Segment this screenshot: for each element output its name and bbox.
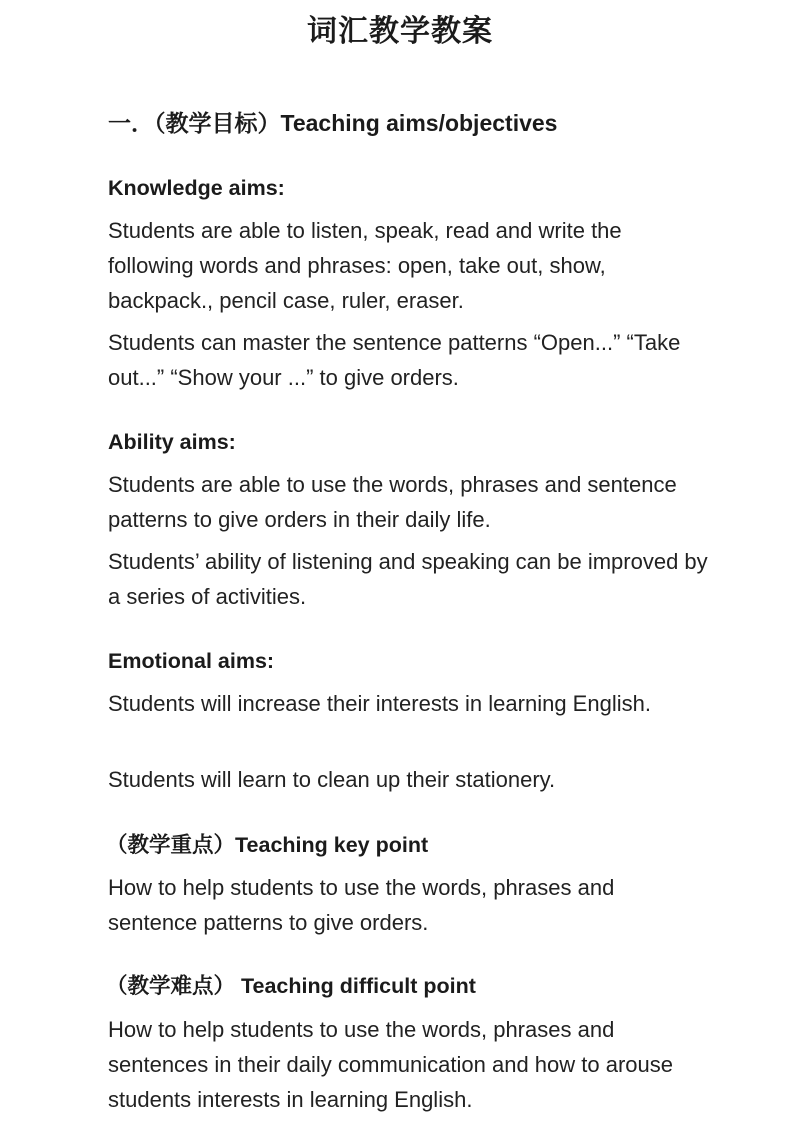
ability-aims-paragraph-1: Students are able to use the words, phrases and sentence patterns to give orders in their daily life. <box>108 472 677 532</box>
knowledge-aims-heading: Knowledge aims: <box>108 176 285 200</box>
difficult-point-text: How to help students to use the words, phrases and sentences in their daily communication and how to arouse students interests in learning English. <box>108 1017 673 1112</box>
ability-aims-paragraph-2: Students’ ability of listening and speaking can be improved by a series of activities. <box>108 549 708 609</box>
section-heading-teaching-aims: 一．（教学目标）Teaching aims/objectives <box>108 110 558 136</box>
key-point-text: How to help students to use the words, phrases and sentence patterns to give orders. <box>108 875 615 935</box>
knowledge-aims-paragraph-1: Students are able to listen, speak, read and write the following words and phrases: open, take out, show, backpack., pencil case, ruler, eraser. <box>108 218 622 313</box>
knowledge-aims-paragraph-2: Students can master the sentence patterns “Open...” “Take out...” “Show your ...” to give orders. <box>108 330 681 390</box>
key-point-heading: （教学重点）Teaching key point <box>106 833 429 857</box>
document-title: 词汇教学教案 <box>307 15 493 48</box>
difficult-point-heading: （教学难点） Teaching difficult point <box>106 974 476 998</box>
emotional-aims-paragraph-2: Students will learn to clean up their stationery. <box>108 767 556 792</box>
emotional-aims-heading: Emotional aims: <box>108 649 275 673</box>
emotional-aims-paragraph-1: Students will increase their interests in learning English. <box>108 691 651 716</box>
ability-aims-heading: Ability aims: <box>108 430 236 454</box>
